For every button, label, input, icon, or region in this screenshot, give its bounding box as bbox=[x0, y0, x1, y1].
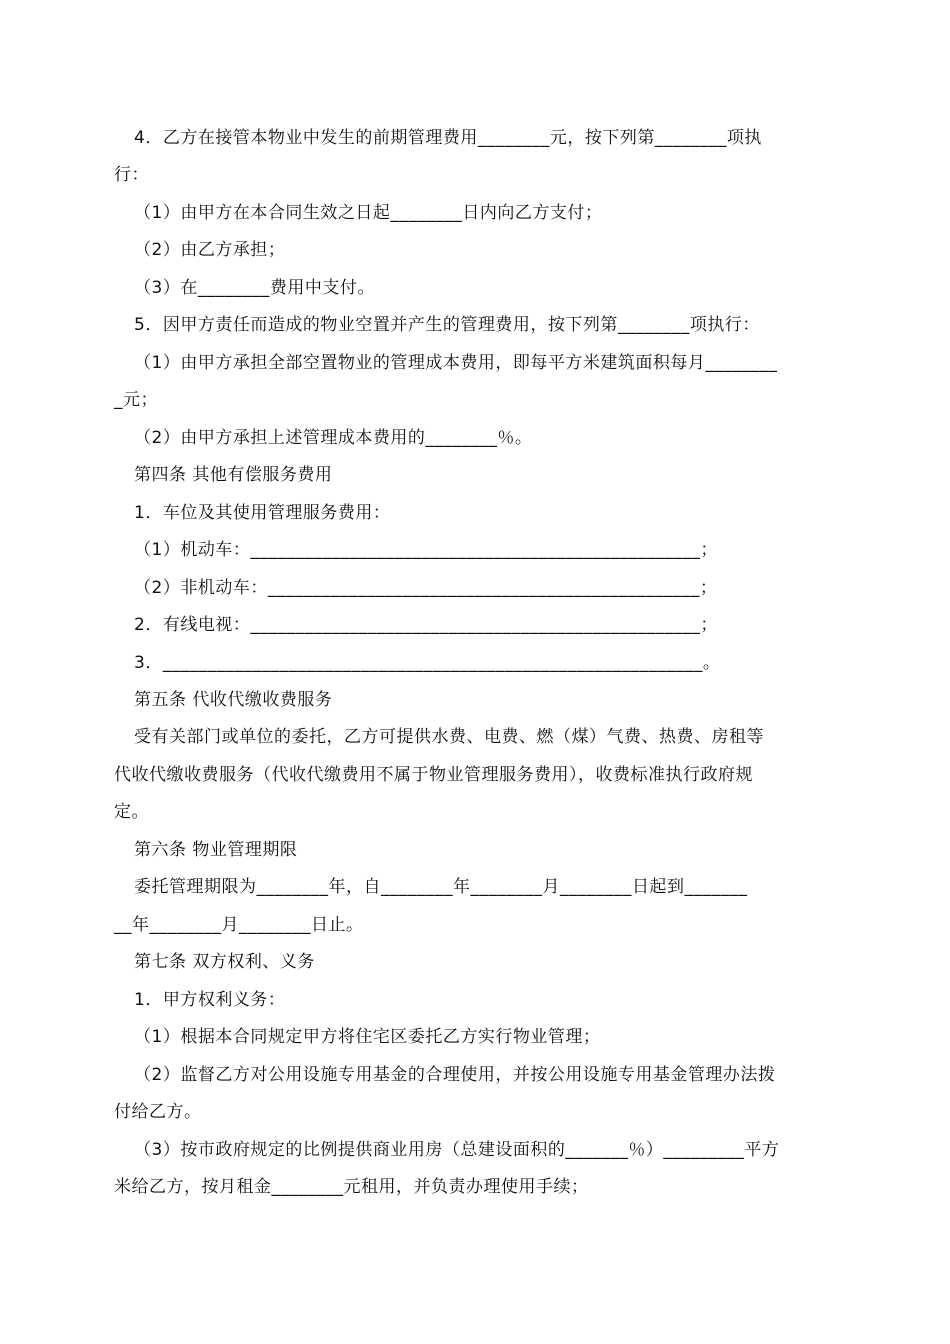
paragraph-line: （1）根据本合同规定甲方将住宅区委托乙方实行物业管理； bbox=[134, 1027, 601, 1047]
paragraph-line: 定。 bbox=[114, 802, 149, 822]
paragraph-line: （3）在________费用中支付。 bbox=[134, 278, 375, 298]
paragraph-line: __年________月________日止。 bbox=[114, 915, 364, 935]
paragraph-line: 2．有线电视：__________________________________________________； bbox=[134, 615, 718, 635]
paragraph-line: （1）由甲方在本合同生效之日起________日内向乙方支付； bbox=[134, 203, 603, 223]
paragraph-line: （2）非机动车：________________________________________________； bbox=[134, 578, 718, 598]
paragraph-line: 1．甲方权利义务： bbox=[134, 990, 286, 1010]
paragraph-line: 代收代缴收费服务（代收代缴费用不属于物业管理服务费用），收费标准执行政府规 bbox=[114, 765, 753, 785]
paragraph-line: 米给乙方，按月租金________元租用，并负责办理使用手续； bbox=[114, 1177, 589, 1197]
paragraph-line: （1）由甲方承担全部空置物业的管理成本费用，即每平方米建筑面积每月________ bbox=[134, 353, 778, 373]
paragraph-line: 行： bbox=[114, 165, 149, 185]
paragraph-line: 5．因甲方责任而造成的物业空置并产生的管理费用，按下列第________项执行： bbox=[134, 315, 760, 335]
paragraph-line: 付给乙方。 bbox=[114, 1102, 202, 1122]
paragraph-line: （2）由乙方承担； bbox=[134, 240, 286, 260]
paragraph-line: 3．____________________________________________________________。 bbox=[134, 653, 721, 673]
section-heading: 第五条 代收代缴收费服务 bbox=[134, 690, 333, 710]
paragraph-line: 4．乙方在接管本物业中发生的前期管理费用________元，按下列第________项执 bbox=[134, 128, 762, 148]
section-heading: 第七条 双方权利、义务 bbox=[134, 952, 315, 972]
paragraph-line: 委托管理期限为________年，自________年________月________日起到_______ bbox=[134, 877, 748, 897]
paragraph-line: （2）由甲方承担上述管理成本费用的________％。 bbox=[134, 428, 533, 448]
section-heading: 第四条 其他有偿服务费用 bbox=[134, 465, 333, 485]
paragraph-line: 受有关部门或单位的委托，乙方可提供水费、电费、燃（煤）气费、热费、房租等 bbox=[134, 727, 764, 747]
paragraph-line: _元； bbox=[114, 390, 158, 410]
paragraph-line: （2）监督乙方对公用设施专用基金的合理使用，并按公用设施专用基金管理办法拨 bbox=[134, 1065, 776, 1085]
section-heading: 第六条 物业管理期限 bbox=[134, 840, 298, 860]
paragraph-line: 1．车位及其使用管理服务费用： bbox=[134, 503, 391, 523]
paragraph-line: （3）按市政府规定的比例提供商业用房（总建设面积的_______％）_________平方 bbox=[134, 1140, 780, 1160]
paragraph-line: （1）机动车：__________________________________________________； bbox=[134, 540, 718, 560]
